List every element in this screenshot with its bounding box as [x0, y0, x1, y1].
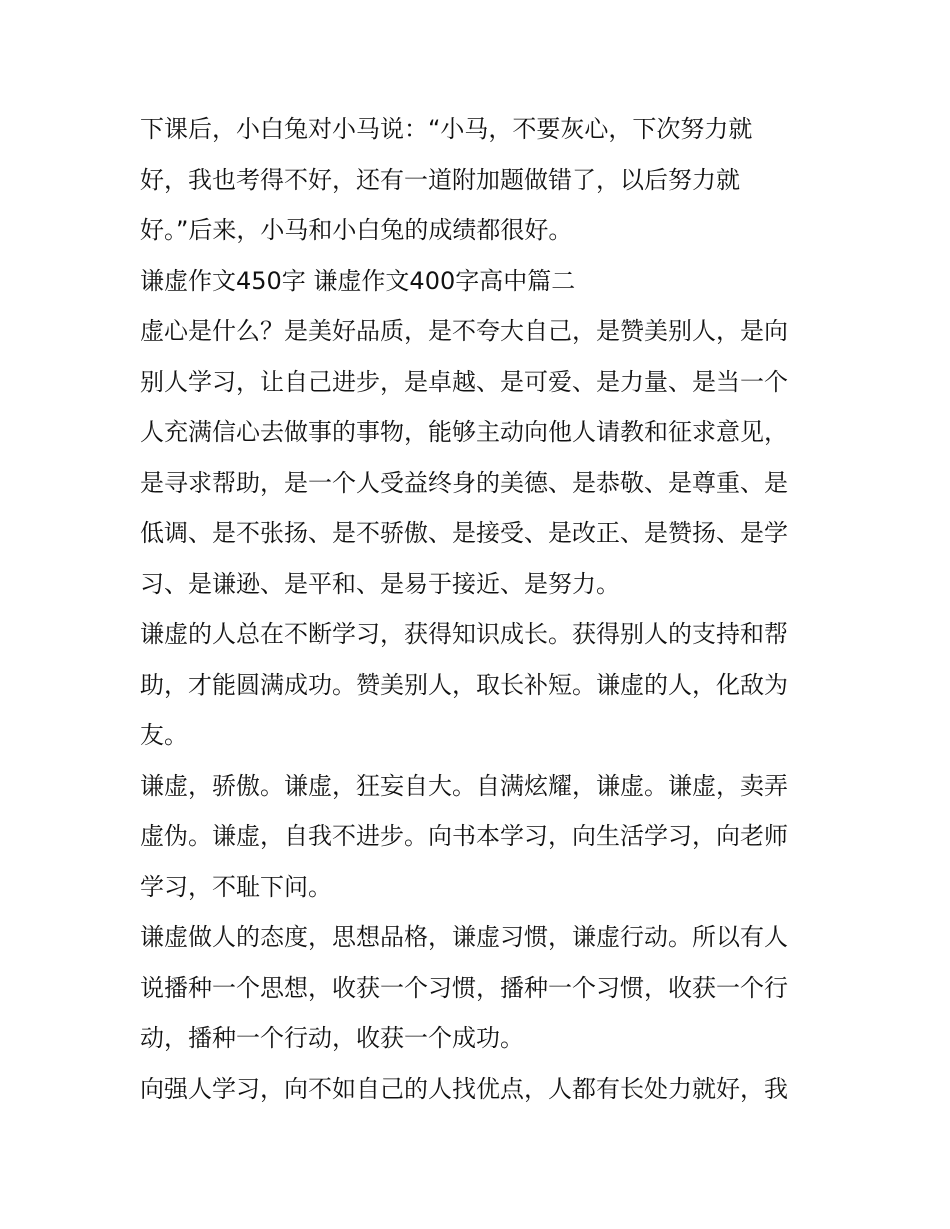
text-line: 下课后，小白兔对小马说：“小马，不要灰心，下次努力就 — [140, 115, 753, 143]
text-line: 虚心是什么？是美好品质，是不夸大自己，是赞美别人，是向 — [140, 317, 788, 345]
text-line: 向强人学习，向不如自己的人找优点，人都有长处力就好，我 — [140, 1074, 788, 1103]
text-line: 谦虚做人的态度，思想品格，谦虚习惯，谦虚行动。所以有人 — [140, 923, 788, 951]
section-heading: 谦虚作文450字 谦虚作文400字高中篇二 — [140, 266, 576, 295]
text-line: 习、是谦逊、是平和、是易于接近、是努力。 — [140, 569, 620, 598]
text-line: 虚伪。谦虚，自我不进步。向书本学习，向生活学习，向老师 — [140, 822, 788, 850]
text-line: 动，播种一个行动，收获一个成功。 — [140, 1024, 524, 1052]
text-line: 说播种一个思想，收获一个习惯，播种一个习惯，收获一个行 — [140, 973, 788, 1002]
text-line: 学习，不耻下问。 — [140, 872, 332, 901]
text-line: 谦虚的人总在不断学习，获得知识成长。获得别人的支持和帮 — [140, 620, 788, 648]
text-line: 友。 — [140, 721, 188, 749]
text-line: 别人学习，让自己进步，是卓越、是可爱、是力量、是当一个 — [140, 367, 788, 396]
text-line: 是寻求帮助，是一个人受益终身的美德、是恭敬、是尊重、是 — [140, 468, 788, 497]
text-line: 助，才能圆满成功。赞美别人，取长补短。谦虚的人，化敌为 — [140, 670, 788, 699]
text-line: 好。”后来，小马和小白兔的成绩都很好。 — [140, 216, 573, 244]
text-line: 好，我也考得不好，还有一道附加题做错了，以后努力就 — [140, 165, 740, 194]
text-line: 谦虚，骄傲。谦虚，狂妄自大。自满炫耀，谦虚。谦虚，卖弄 — [140, 771, 788, 800]
text-line: 低调、是不张扬、是不骄傲、是接受、是改正、是赞扬、是学 — [140, 519, 788, 547]
text-line: 人充满信心去做事的事物，能够主动向他人请教和征求意见， — [140, 418, 788, 446]
document-body — [140, 104, 820, 1114]
